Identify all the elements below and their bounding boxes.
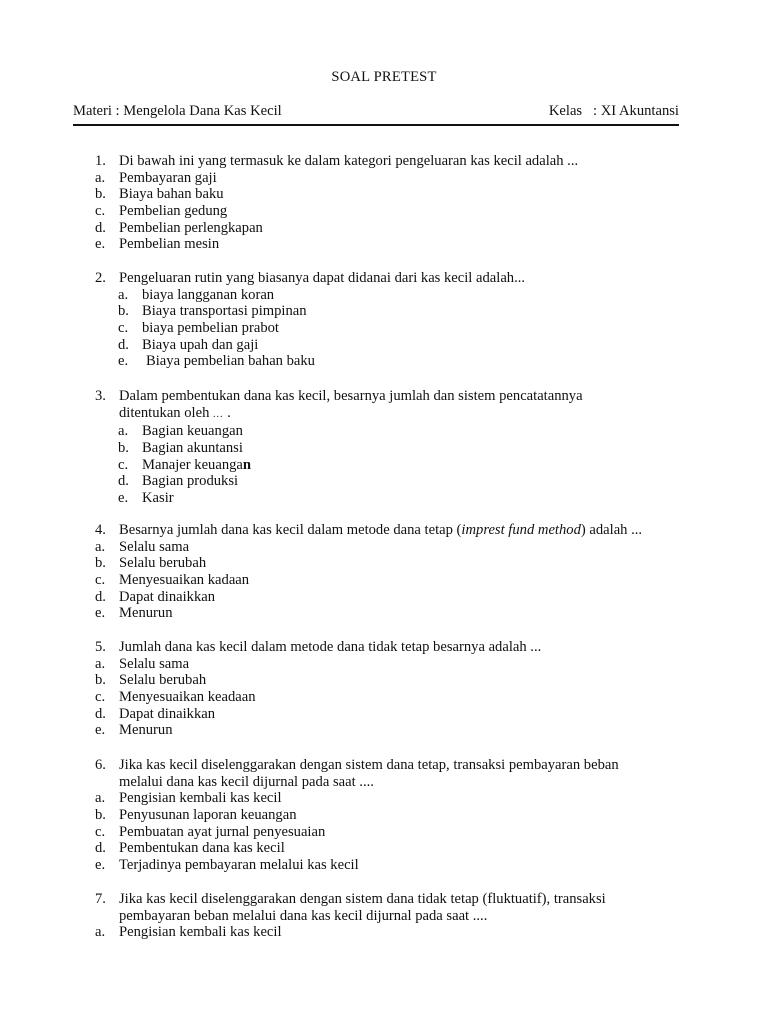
option-d: d. Dapat dinaikkan <box>95 705 216 722</box>
question-stem-line-2: melalui dana kas kecil dijurnal pada saat .... <box>119 773 374 790</box>
question-stem: Pengeluaran rutin yang biasanya dapat didanai dari kas kecil adalah... <box>119 270 526 286</box>
option-list <box>95 170 695 253</box>
question-1 <box>95 153 695 253</box>
option-b: b. Penyusunan laporan keuangan <box>95 807 297 824</box>
option-b: b. Biaya transportasi pimpinan <box>118 303 307 320</box>
question-3 <box>95 388 695 507</box>
option-d: d. Dapat dinaikkan <box>95 588 216 605</box>
option-e: e. Terjadinya pembayaran melalui kas kecil <box>95 857 359 874</box>
question-stem-line-1: Jika kas kecil diselenggarakan dengan sistem dana tidak tetap (fluktuatif), transaksi <box>119 891 606 907</box>
question-number: 5. <box>95 639 106 655</box>
ellipsis: ... <box>213 408 224 420</box>
option-c: c. Menyesuaikan kadaan <box>95 572 250 589</box>
option-list <box>95 656 695 739</box>
question-4 <box>95 522 695 622</box>
question-stem-line-1: Jika kas kecil diselenggarakan dengan sistem dana tetap, transaksi pembayaran beban <box>119 757 619 773</box>
option-a: a. Pengisian kembali kas kecil <box>95 790 282 807</box>
option-c: c. Pembelian gedung <box>95 203 228 220</box>
option-list <box>95 539 695 622</box>
question-6 <box>95 757 695 874</box>
option-d: d. Bagian produksi <box>118 473 239 490</box>
option-e: e. Biaya pembelian bahan baku <box>118 353 315 370</box>
option-d: d. Biaya upah dan gaji <box>118 336 259 353</box>
option-c: c. Pembuatan ayat jurnal penyesuaian <box>95 823 326 840</box>
option-a: a. Bagian keuangan <box>118 423 243 440</box>
option-list <box>95 287 695 370</box>
option-e: e. Pembelian mesin <box>95 236 220 253</box>
option-b: b. Biaya bahan baku <box>95 186 224 203</box>
question-stem: Di bawah ini yang termasuk ke dalam kategori pengeluaran kas kecil adalah ... <box>119 153 579 169</box>
option-a: a. Selalu sama <box>95 655 190 672</box>
materi-label: Materi : Mengelola Dana Kas Kecil <box>73 103 282 119</box>
option-c: c. Manajer keuangan <box>118 456 252 473</box>
question-stem <box>119 388 695 423</box>
question-number: 2. <box>95 270 106 286</box>
option-a: a. biaya langganan koran <box>118 286 275 303</box>
kelas-label: Kelas : XI Akuntansi <box>548 103 679 119</box>
option-list <box>95 423 695 506</box>
option-e: e. Kasir <box>118 490 174 507</box>
question-stem-line-2: ditentukan oleh ... . <box>119 404 231 421</box>
question-7 <box>95 891 695 941</box>
option-b: b. Selalu berubah <box>95 555 207 572</box>
option-list <box>95 924 695 941</box>
option-d: d. Pembentukan dana kas kecil <box>95 840 285 857</box>
question-stem-line-2: pembayaran beban melalui dana kas kecil dijurnal pada saat .... <box>119 907 488 924</box>
question-number: 4. <box>95 522 106 538</box>
option-b: b. Selalu berubah <box>95 672 207 689</box>
question-number: 3. <box>95 388 106 404</box>
question-stem: Jumlah dana kas kecil dalam metode dana tidak tetap besarnya adalah ... <box>119 639 542 655</box>
header-divider <box>73 124 679 126</box>
question-number: 7. <box>95 891 106 907</box>
option-e: e. Menurun <box>95 722 173 739</box>
page-title: SOAL PRETEST <box>331 69 437 85</box>
option-c: c. Menyesuaikan keadaan <box>95 689 256 706</box>
option-a: a. Selalu sama <box>95 538 190 555</box>
question-5 <box>95 639 695 739</box>
question-stem <box>119 891 695 924</box>
question-stem <box>119 757 695 790</box>
option-list <box>95 790 695 873</box>
option-d: d. Pembelian perlengkapan <box>95 219 263 236</box>
option-b: b. Bagian akuntansi <box>118 440 243 457</box>
option-a: a. Pengisian kembali kas kecil <box>95 924 282 941</box>
option-e: e. Menurun <box>95 605 173 622</box>
question-number: 6. <box>95 757 106 773</box>
option-c: c. biaya pembelian prabot <box>118 320 279 337</box>
question-stem-line-1: Dalam pembentukan dana kas kecil, besarnya jumlah dan sistem pencatatannya <box>119 388 583 404</box>
question-stem: Besarnya jumlah dana kas kecil dalam metode dana tetap (imprest fund method) adalah ... <box>119 522 643 538</box>
option-a: a. Pembayaran gaji <box>95 169 217 186</box>
question-stem-italic: imprest fund method <box>461 522 581 538</box>
question-2 <box>95 270 695 370</box>
question-number: 1. <box>95 153 106 169</box>
